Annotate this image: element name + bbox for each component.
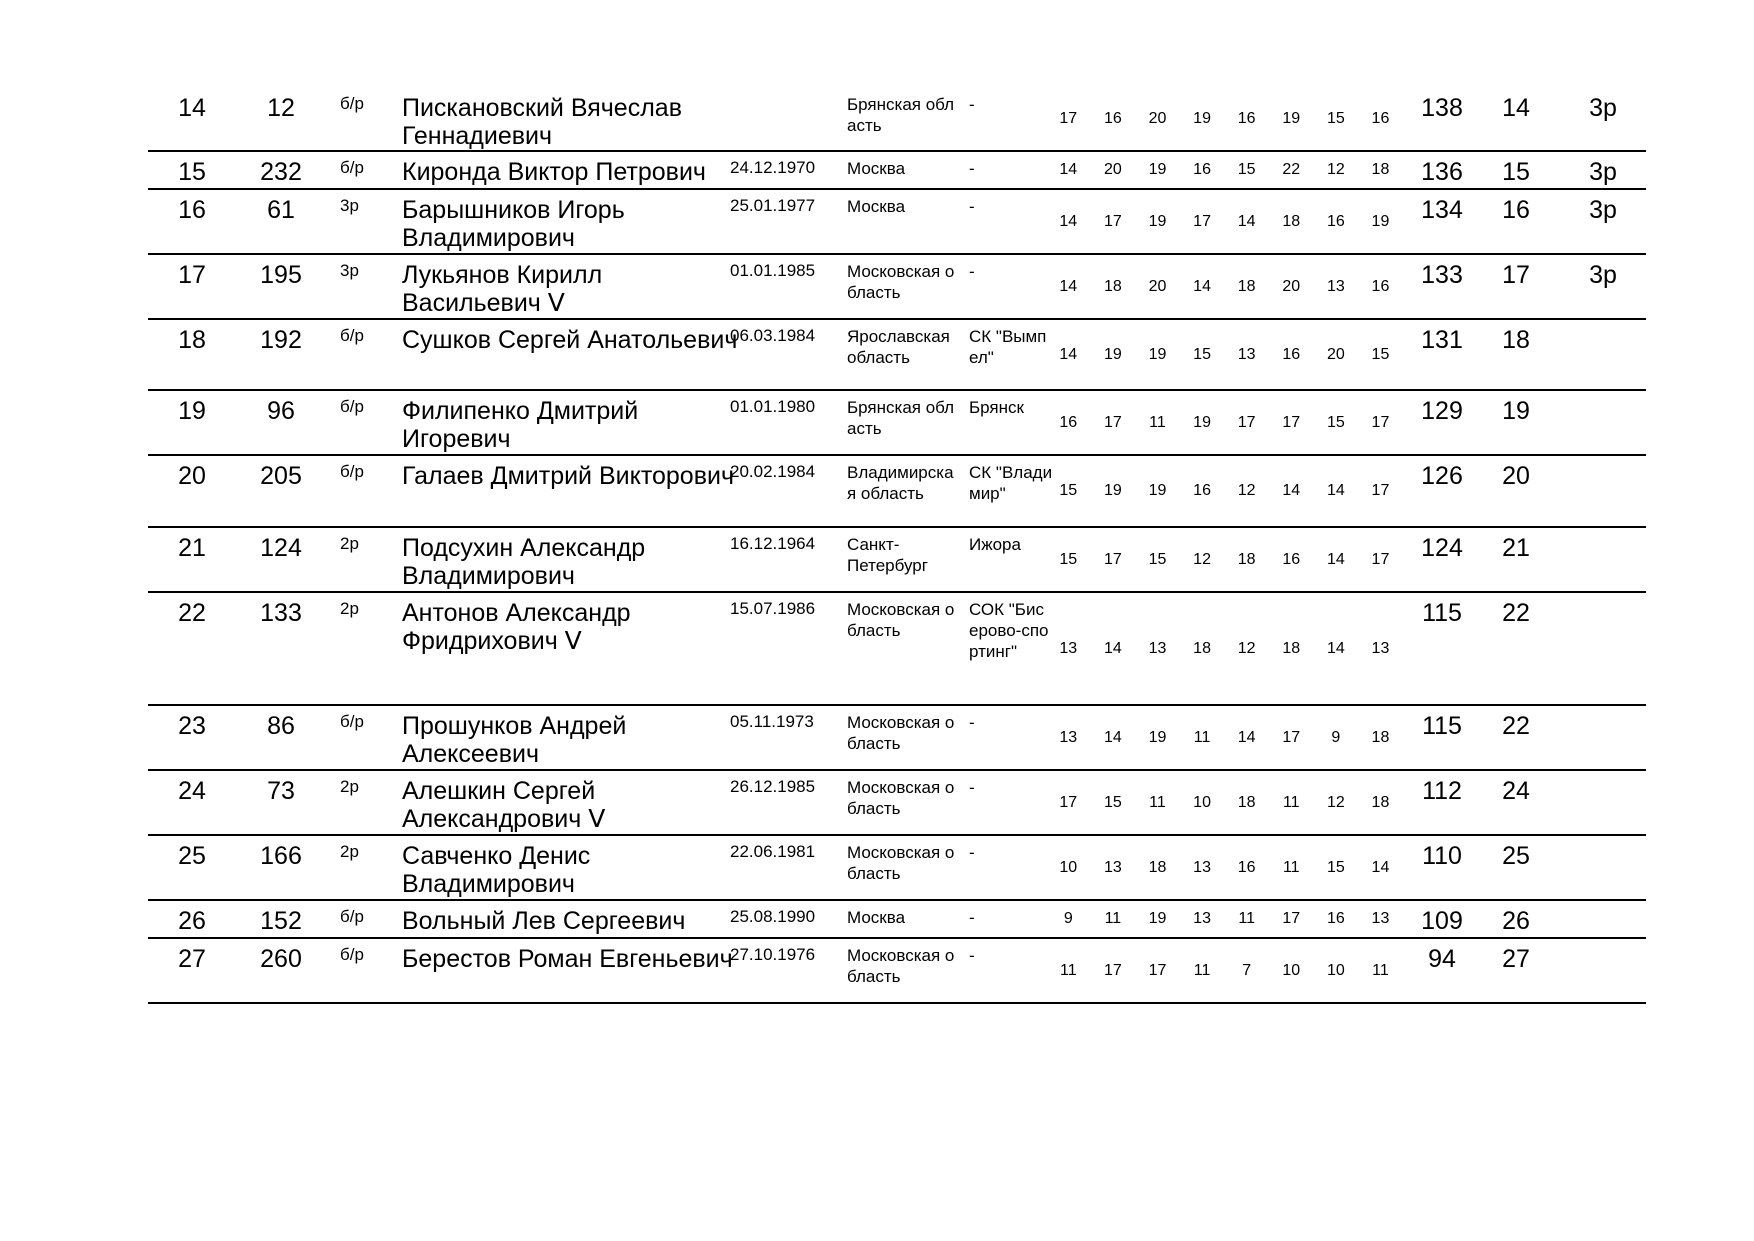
round-score-cell: 10 [1059,858,1078,876]
round-scores [1046,152,1414,188]
round-score-cell: 15 [1326,110,1345,127]
round-score-cell: 11 [1193,961,1211,979]
start-number-cell: 205 [260,462,302,490]
place-cell: 25 [178,842,206,870]
athlete-name-cell: Берестов Роман Евгеньевич [402,945,733,973]
round-score-cell: 16 [1237,858,1256,876]
start-number-cell: 12 [267,94,295,122]
club-cell: - [969,95,975,114]
athlete-name-cell: Киронда Виктор Петрович [402,158,706,186]
round-score-cell: 15 [1237,161,1256,178]
round-scores [1046,901,1414,937]
round-scores [1046,771,1414,834]
birth-date-cell: 24.12.1970 [730,158,816,177]
round-score-cell: 19 [1148,728,1167,746]
final-place-cell: 24 [1502,777,1530,805]
round-score-cell: 13 [1193,858,1211,876]
round-score-cell: 19 [1193,413,1211,431]
round-score-cell: 19 [1103,345,1122,363]
club-cell: Ижора [969,535,1021,554]
round-score-cell: 7 [1242,961,1252,979]
birth-date-cell: 01.01.1980 [730,397,816,416]
round-score-cell: 13 [1371,639,1390,657]
total-score-cell: 133 [1421,261,1463,289]
round-score-cell: 14 [1282,482,1301,499]
qualification-cell: 3р [1589,196,1617,224]
round-scores [1046,88,1414,150]
round-score-cell: 14 [1059,345,1078,363]
athlete-name-cell: Филипенко Дмитрий Игоревич [402,397,639,453]
round-score-cell: 11 [1059,961,1077,979]
round-score-cell: 16 [1326,910,1345,927]
table-row [148,593,1646,706]
athlete-name-cell: Прошунков Андрей Алексеевич [402,712,627,768]
round-score-cell: 18 [1282,639,1301,657]
club-cell: - [969,778,975,797]
round-score-cell: 10 [1326,961,1345,979]
start-number-cell: 86 [267,712,295,740]
round-score-cell: 16 [1059,413,1078,431]
birth-date-cell: 01.01.1985 [730,261,816,280]
round-score-cell: 12 [1237,482,1256,499]
region-cell: Московская область [847,713,955,753]
round-score-cell: 17 [1103,212,1122,230]
region-cell: Владимирская область [847,463,954,503]
start-number-cell: 192 [260,326,302,354]
round-score-cell: 17 [1282,728,1301,746]
total-score-cell: 126 [1421,462,1463,490]
round-score-cell: 17 [1237,413,1256,431]
round-score-cell: 16 [1237,110,1256,127]
round-score-cell: 16 [1282,550,1301,568]
round-score-cell: 14 [1326,639,1345,657]
table-row [148,320,1646,391]
final-place-cell: 15 [1502,158,1530,186]
round-score-cell: 17 [1371,482,1390,499]
total-score-cell: 131 [1421,326,1463,354]
table-row [148,901,1646,939]
round-score-cell: 13 [1059,639,1078,657]
region-cell: Брянская область [847,95,955,135]
region-cell: Москва [847,197,906,216]
rank-cell: 3р [340,261,359,280]
total-score-cell: 112 [1422,777,1462,805]
round-score-cell: 13 [1103,858,1122,876]
round-score-cell: 15 [1103,793,1122,811]
round-scores [1046,456,1414,526]
round-score-cell: 14 [1237,212,1256,230]
athlete-name-cell: Лукьянов Кирилл Васильевич ᐯ [402,261,603,317]
athlete-name-cell: Барышников Игорь Владимирович [402,196,625,252]
round-score-cell: 19 [1193,110,1211,127]
round-score-cell: 13 [1193,910,1211,927]
table-row [148,255,1646,320]
round-score-cell: 18 [1237,550,1256,568]
round-scores [1046,706,1414,769]
round-score-cell: 12 [1193,550,1211,568]
round-score-cell: 14 [1059,277,1078,295]
round-score-cell: 16 [1193,482,1211,499]
place-cell: 26 [178,907,206,935]
final-place-cell: 26 [1502,907,1530,935]
round-scores [1046,190,1414,253]
round-score-cell: 17 [1282,910,1301,927]
round-score-cell: 19 [1148,482,1167,499]
round-score-cell: 13 [1326,277,1345,295]
birth-date-cell: 25.01.1977 [730,196,816,215]
round-score-cell: 20 [1148,277,1167,295]
rank-cell: 3р [340,196,359,215]
athlete-name-cell: Пискановский Вячеслав Геннадиевич [402,94,682,150]
rank-cell: б/р [340,907,364,926]
birth-date-cell: 06.03.1984 [730,326,816,345]
rank-cell: 2р [340,842,359,861]
start-number-cell: 166 [260,842,302,870]
round-score-cell: 11 [1193,728,1211,746]
table-row [148,939,1646,1004]
round-score-cell: 11 [1282,858,1300,876]
region-cell: Московская область [847,843,955,883]
round-score-cell: 11 [1372,961,1389,979]
final-place-cell: 14 [1502,94,1530,122]
rank-cell: б/р [340,462,364,481]
round-scores [1046,391,1414,454]
qualification-cell: 3р [1589,94,1617,122]
round-score-cell: 13 [1148,639,1167,657]
round-score-cell: 9 [1063,910,1073,927]
place-cell: 18 [178,326,206,354]
rank-cell: 2р [340,534,359,553]
club-cell: СК "Владимир" [969,463,1053,503]
round-score-cell: 18 [1371,161,1390,178]
region-cell: Москва [847,908,906,927]
round-score-cell: 17 [1059,110,1078,127]
round-score-cell: 14 [1103,639,1122,657]
round-score-cell: 15 [1059,482,1078,499]
club-cell: - [969,843,975,862]
round-score-cell: 9 [1331,728,1341,746]
total-score-cell: 136 [1421,158,1463,186]
place-cell: 14 [178,94,206,122]
round-score-cell: 11 [1149,413,1166,431]
birth-date-cell: 16.12.1964 [730,534,816,553]
region-cell: Московская область [847,778,955,818]
region-cell: Московская область [847,262,955,302]
round-score-cell: 17 [1282,413,1301,431]
round-scores [1046,593,1414,704]
round-score-cell: 18 [1148,858,1167,876]
round-scores [1046,836,1414,899]
region-cell: Московская область [847,600,955,640]
round-score-cell: 16 [1371,110,1390,127]
place-cell: 16 [178,196,206,224]
place-cell: 19 [178,397,206,425]
rank-cell: 2р [340,599,359,618]
table-row [148,190,1646,255]
round-score-cell: 17 [1371,550,1390,568]
round-score-cell: 17 [1103,413,1122,431]
table-row [148,152,1646,190]
place-cell: 15 [178,158,206,186]
birth-date-cell: 26.12.1985 [730,777,816,796]
place-cell: 22 [178,599,206,627]
round-score-cell: 14 [1371,858,1390,876]
round-score-cell: 19 [1371,212,1390,230]
place-cell: 23 [178,712,206,740]
table-row [148,706,1646,771]
athlete-name-cell: Савченко Денис Владимирович [402,842,591,898]
round-score-cell: 18 [1282,212,1301,230]
round-scores [1046,528,1414,591]
total-score-cell: 94 [1428,945,1456,973]
round-score-cell: 19 [1148,345,1167,363]
total-score-cell: 134 [1421,196,1463,224]
start-number-cell: 232 [260,158,302,186]
round-score-cell: 10 [1282,961,1301,979]
round-score-cell: 13 [1059,728,1078,746]
start-number-cell: 124 [260,534,302,562]
athlete-name-cell: Сушков Сергей Анатольевич [402,326,738,354]
start-number-cell: 73 [267,777,295,805]
total-score-cell: 129 [1421,397,1463,425]
rank-cell: б/р [340,712,364,731]
round-score-cell: 15 [1326,413,1345,431]
qualification-cell: 3р [1589,261,1617,289]
round-score-cell: 14 [1237,728,1256,746]
round-score-cell: 20 [1282,277,1301,295]
round-score-cell: 11 [1104,910,1122,927]
round-score-cell: 17 [1193,212,1211,230]
total-score-cell: 109 [1421,907,1463,935]
round-score-cell: 19 [1148,161,1167,178]
table-row [148,456,1646,528]
round-score-cell: 11 [1149,793,1166,811]
rank-cell: 2р [340,777,359,796]
final-place-cell: 20 [1502,462,1530,490]
round-score-cell: 17 [1371,413,1390,431]
round-score-cell: 18 [1371,728,1390,746]
round-score-cell: 16 [1326,212,1345,230]
table-row [148,88,1646,152]
round-score-cell: 12 [1237,639,1256,657]
round-score-cell: 15 [1059,550,1078,568]
start-number-cell: 96 [267,397,295,425]
rank-cell: б/р [340,326,364,345]
club-cell: - [969,159,975,178]
total-score-cell: 110 [1422,842,1462,870]
round-score-cell: 17 [1148,961,1167,979]
region-cell: Ярославская область [847,327,950,367]
final-place-cell: 16 [1502,196,1530,224]
qualification-cell: 3р [1589,158,1617,186]
club-cell: - [969,262,975,281]
round-score-cell: 11 [1238,910,1255,927]
round-score-cell: 16 [1282,345,1301,363]
round-score-cell: 14 [1059,161,1078,178]
final-place-cell: 25 [1502,842,1530,870]
birth-date-cell: 27.10.1976 [730,945,816,964]
round-score-cell: 10 [1193,793,1211,811]
place-cell: 27 [178,945,206,973]
round-scores [1046,939,1414,1002]
round-score-cell: 15 [1326,858,1345,876]
region-cell: Санкт-Петербург [847,535,928,575]
round-score-cell: 16 [1371,277,1390,295]
place-cell: 21 [178,534,206,562]
round-score-cell: 14 [1103,728,1122,746]
round-score-cell: 20 [1148,110,1167,127]
rank-cell: б/р [340,397,364,416]
round-score-cell: 18 [1237,277,1256,295]
round-score-cell: 19 [1103,482,1122,499]
round-scores [1046,320,1414,389]
rank-cell: б/р [340,94,364,113]
round-score-cell: 15 [1193,345,1211,363]
region-cell: Москва [847,159,906,178]
athlete-name-cell: Галаев Дмитрий Викторович [402,462,734,490]
round-score-cell: 16 [1103,110,1122,127]
place-cell: 24 [178,777,206,805]
round-score-cell: 19 [1282,110,1301,127]
total-score-cell: 124 [1421,534,1463,562]
final-place-cell: 17 [1502,261,1530,289]
start-number-cell: 61 [267,196,295,224]
round-score-cell: 14 [1326,482,1345,499]
round-score-cell: 12 [1326,793,1345,811]
rank-cell: б/р [340,158,364,177]
birth-date-cell: 25.08.1990 [730,907,816,926]
total-score-cell: 115 [1422,599,1462,627]
club-cell: Брянск [969,398,1024,417]
round-score-cell: 22 [1282,161,1301,178]
final-place-cell: 19 [1502,397,1530,425]
round-score-cell: 11 [1282,793,1300,811]
round-score-cell: 20 [1103,161,1122,178]
table-row [148,836,1646,901]
results-table [148,88,1646,1004]
round-score-cell: 18 [1103,277,1122,295]
round-score-cell: 18 [1371,793,1390,811]
final-place-cell: 18 [1502,326,1530,354]
round-score-cell: 17 [1103,550,1122,568]
athlete-name-cell: Вольный Лев Сергеевич [402,907,686,935]
birth-date-cell: 15.07.1986 [730,599,816,618]
region-cell: Московская область [847,946,955,986]
club-cell: - [969,946,975,965]
round-scores [1046,255,1414,318]
place-cell: 20 [178,462,206,490]
club-cell: СК "Вымпел" [969,327,1047,367]
birth-date-cell: 05.11.1973 [730,712,814,731]
birth-date-cell: 20.02.1984 [730,462,816,481]
round-score-cell: 17 [1059,793,1078,811]
athlete-name-cell: Подсухин Александр Владимирович [402,534,646,590]
final-place-cell: 22 [1502,712,1530,740]
round-score-cell: 13 [1371,910,1390,927]
rank-cell: б/р [340,945,364,964]
club-cell: - [969,908,975,927]
table-row [148,391,1646,456]
final-place-cell: 22 [1502,599,1530,627]
start-number-cell: 195 [260,261,302,289]
athlete-name-cell: Алешкин Сергей Александрович ᐯ [402,777,606,833]
table-row [148,528,1646,593]
final-place-cell: 21 [1502,534,1530,562]
round-score-cell: 19 [1148,212,1167,230]
final-place-cell: 27 [1502,945,1530,973]
round-score-cell: 18 [1193,639,1211,657]
start-number-cell: 260 [260,945,302,973]
round-score-cell: 14 [1326,550,1345,568]
table-row [148,771,1646,836]
club-cell: СОК "Бисерово-спортинг" [969,600,1049,661]
round-score-cell: 17 [1103,961,1122,979]
round-score-cell: 14 [1059,212,1078,230]
round-score-cell: 15 [1371,345,1390,363]
total-score-cell: 115 [1422,712,1462,740]
total-score-cell: 138 [1421,94,1463,122]
round-score-cell: 14 [1193,277,1211,295]
athlete-name-cell: Антонов Александр Фридрихович ᐯ [402,599,631,655]
start-number-cell: 152 [260,907,302,935]
birth-date-cell: 22.06.1981 [730,842,816,861]
place-cell: 17 [178,261,206,289]
round-score-cell: 15 [1148,550,1167,568]
round-score-cell: 12 [1326,161,1345,178]
club-cell: - [969,197,975,216]
round-score-cell: 13 [1237,345,1256,363]
start-number-cell: 133 [260,599,302,627]
round-score-cell: 20 [1326,345,1345,363]
round-score-cell: 18 [1237,793,1256,811]
round-score-cell: 16 [1193,161,1211,178]
club-cell: - [969,713,975,732]
region-cell: Брянская область [847,398,955,438]
round-score-cell: 19 [1148,910,1167,927]
